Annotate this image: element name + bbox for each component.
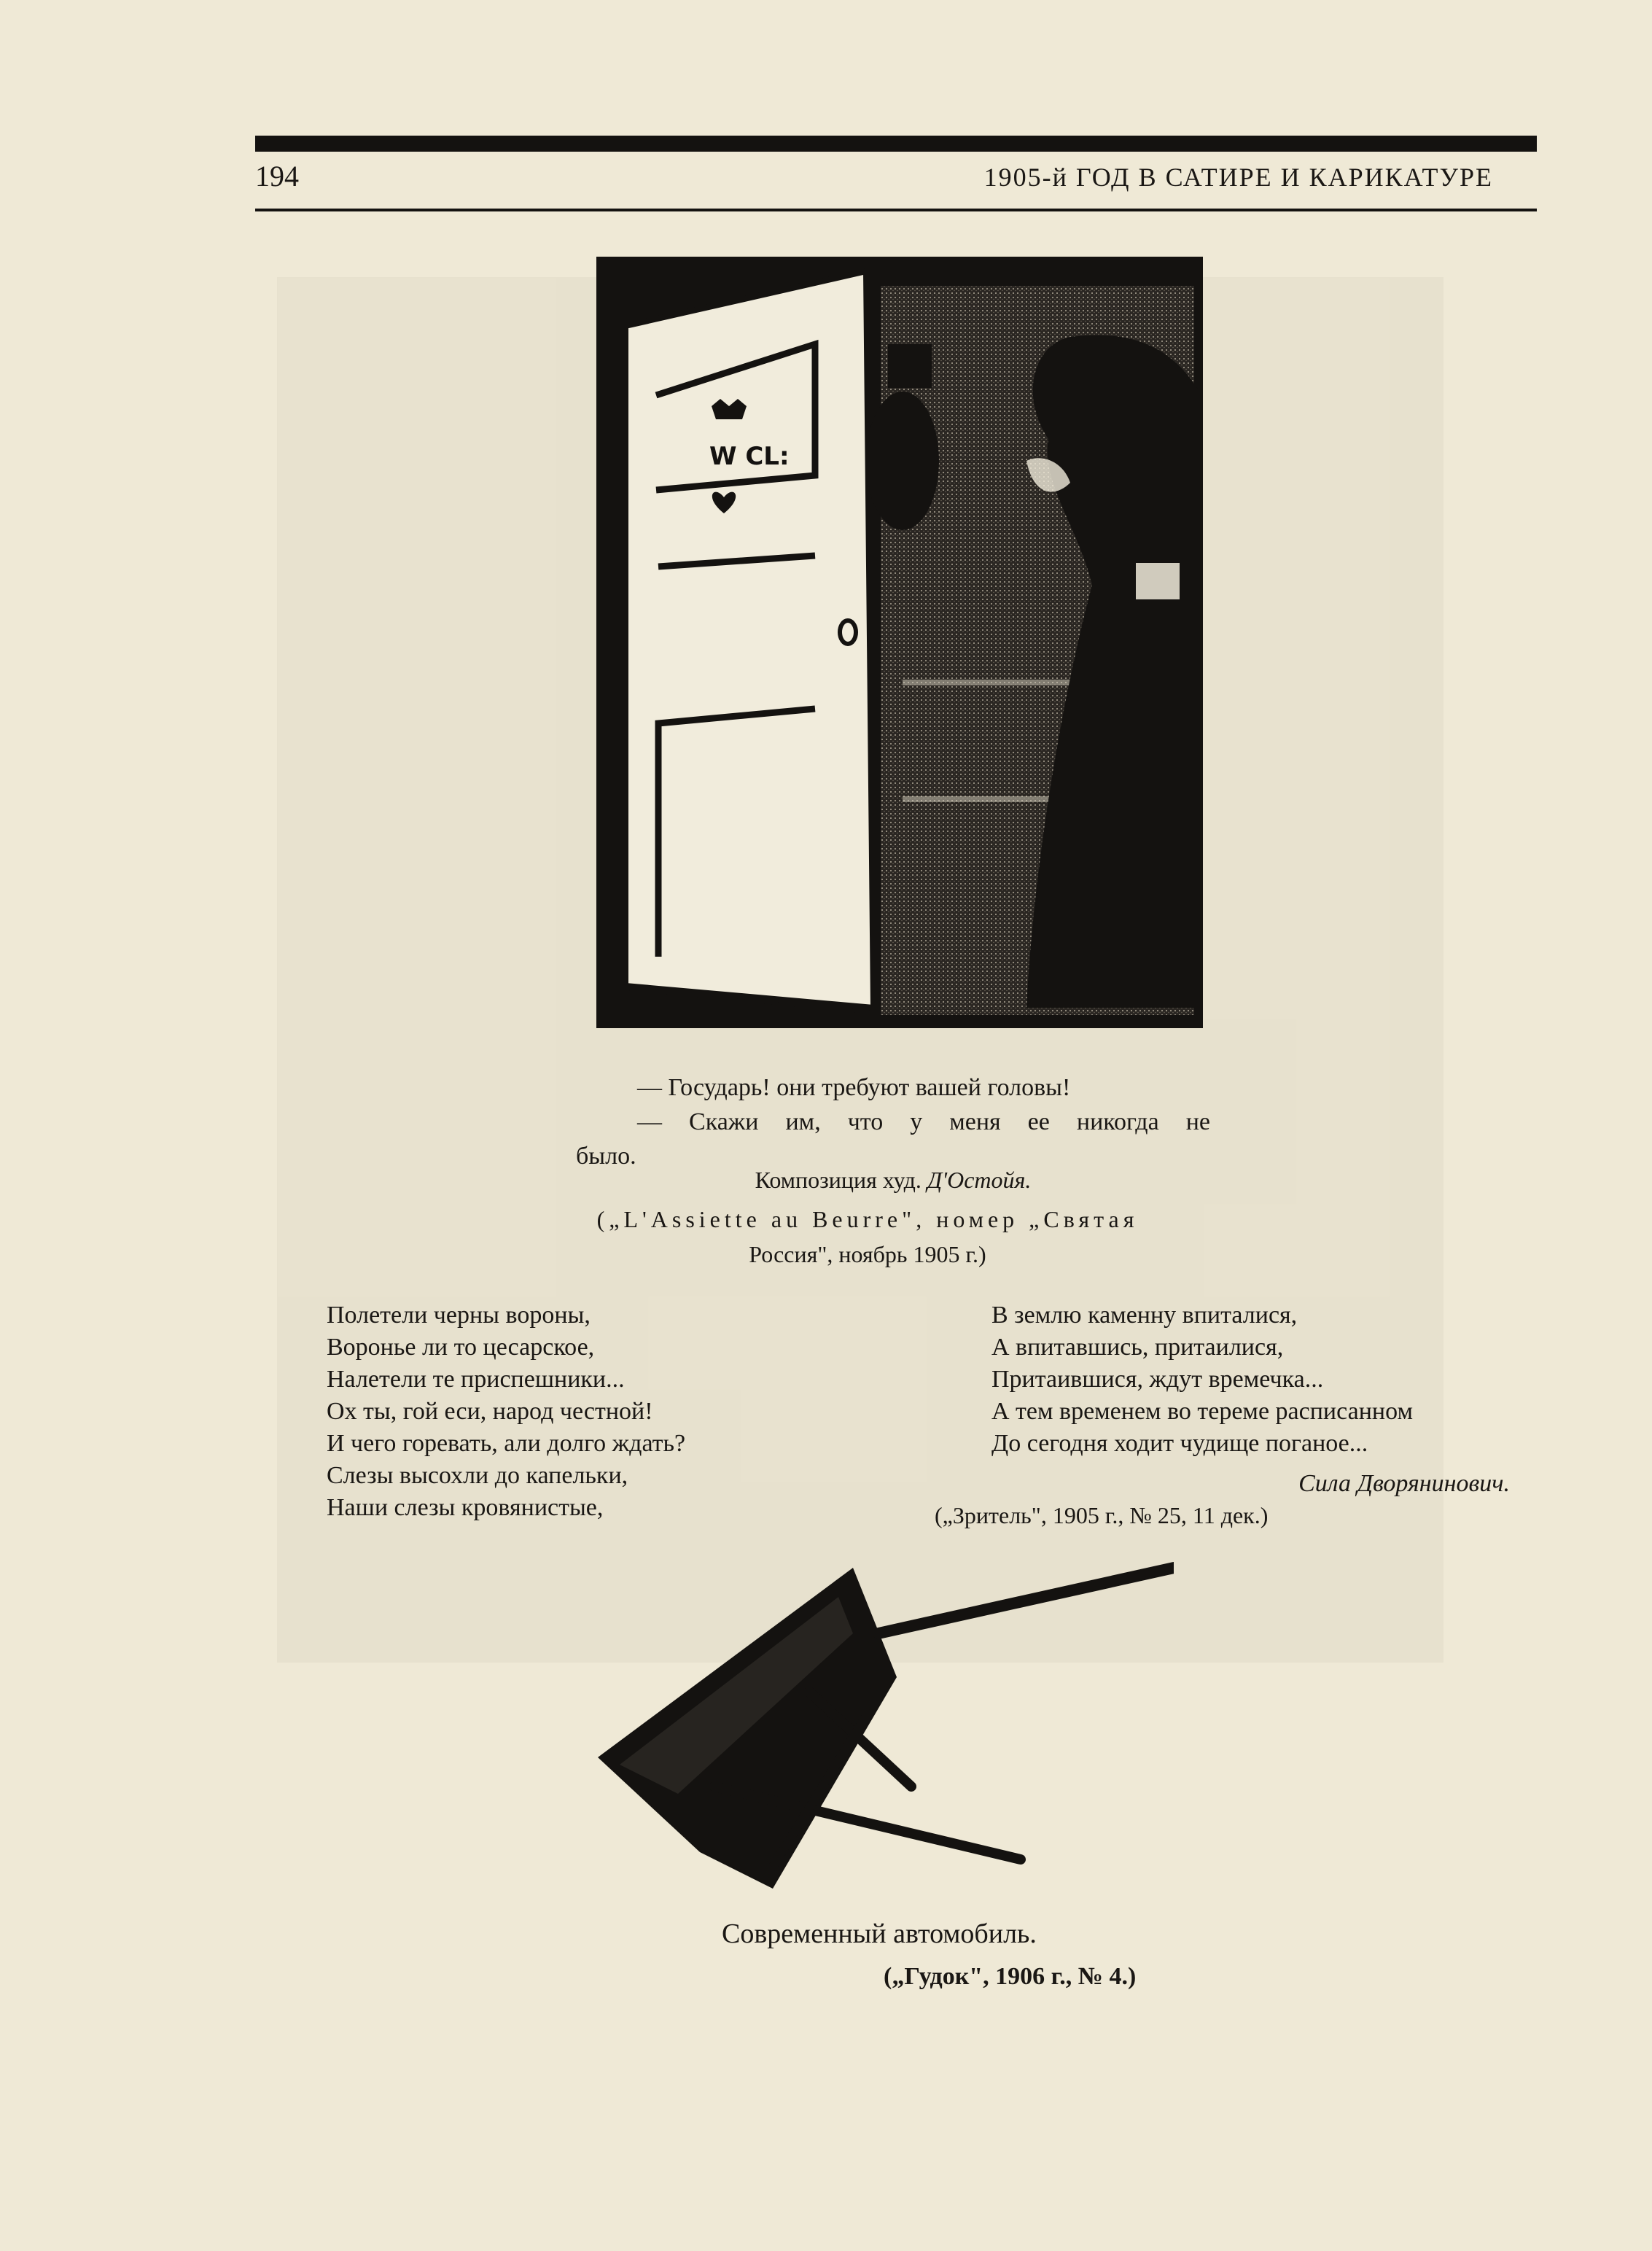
- header-thin-rule: [255, 209, 1537, 211]
- poem-line: А впитавшись, притаилися,: [991, 1334, 1284, 1361]
- caption-line: было.: [576, 1143, 636, 1170]
- poem-line: И чего горевать, али долго ждать?: [327, 1430, 686, 1457]
- caption-line: — Скажи им, что у меня ее никогда не: [637, 1108, 1210, 1135]
- poem-line: Полетели черны вороны,: [327, 1302, 591, 1329]
- cart-caption: Современный автомобиль.: [722, 1918, 1037, 1949]
- poem-line: Наши слезы кровянистые,: [327, 1494, 604, 1521]
- poem-line: А тем временем во тереме расписанном: [991, 1398, 1413, 1425]
- artist-credit: [576, 1167, 1210, 1194]
- poem-line: Воронье ли то цесарское,: [327, 1334, 595, 1361]
- cart-source: („Гудок", 1906 г., № 4.): [884, 1963, 1137, 1990]
- header-thick-rule: [255, 136, 1537, 152]
- poem-line: Слезы высохли до капельки,: [327, 1462, 628, 1489]
- running-title: 1905-й ГОД В САТИРЕ И КАРИКАТУРЕ: [983, 163, 1493, 192]
- cartoon-source: [525, 1202, 1210, 1272]
- poem-source: („Зритель", 1905 г., № 25, 11 дек.): [935, 1502, 1269, 1528]
- poem-line: До сегодня ходит чудище поганое...: [991, 1430, 1368, 1457]
- overturned-cart-illustration: [591, 1546, 1174, 1896]
- poem-line: В землю каменну впиталися,: [991, 1302, 1298, 1329]
- cartoon-dialogue-caption: [576, 1070, 1210, 1173]
- source-line: Россия", ноябрь 1905 г.): [749, 1241, 986, 1267]
- poem-line: Налетели те приспешники...: [327, 1366, 625, 1393]
- poem-signature: Сила Дворянинович.: [1298, 1470, 1510, 1497]
- source-line: („L'Assiette au Beurre", номер „Святая: [596, 1206, 1139, 1232]
- credit-artist: Д'Остойя.: [927, 1167, 1032, 1193]
- page-number: 194: [255, 160, 299, 193]
- poem-line: Ох ты, гой еси, народ честной!: [327, 1398, 653, 1425]
- poem-right-column: [991, 1299, 1413, 1460]
- poem-left-column: [327, 1299, 685, 1524]
- caption-line: — Государь! они требуют вашей головы!: [637, 1074, 1071, 1101]
- door-cartoon-illustration: [596, 257, 1203, 1028]
- credit-prefix: Композиция худ.: [755, 1167, 922, 1193]
- poem-line: Притаившися, ждут времечка...: [991, 1366, 1324, 1393]
- door-sign-text: W CL:: [709, 442, 790, 471]
